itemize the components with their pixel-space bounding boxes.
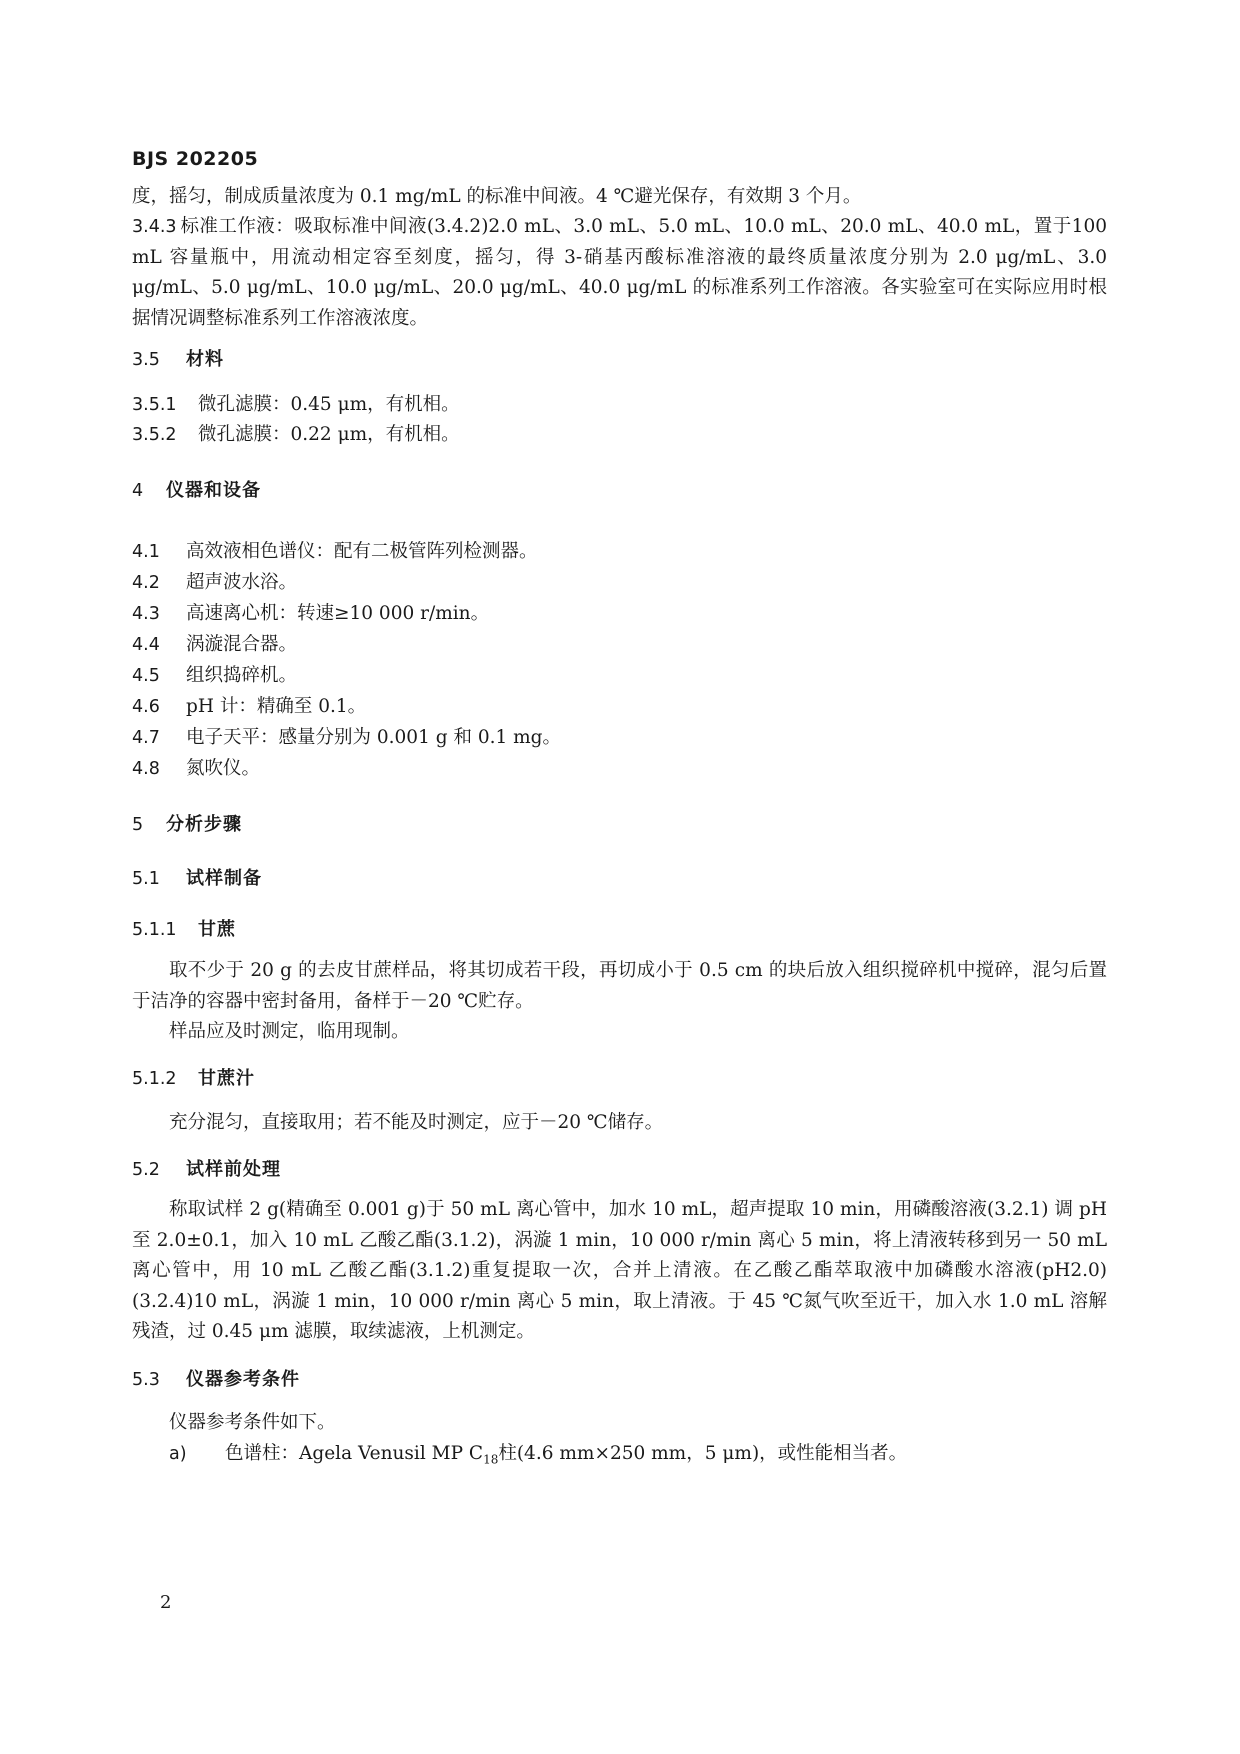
heading-number: 5.1.1	[132, 920, 177, 940]
clause-text: 高速离心机：转速≥10 000 r/min。	[186, 603, 490, 624]
heading-5-1-2	[132, 1062, 1107, 1096]
heading-number: 3.5	[132, 350, 160, 370]
paragraph-5-1-1-note: 样品应及时测定，临用现制。	[169, 1021, 410, 1042]
heading-title: 分析步骤	[166, 814, 242, 835]
clause-4-1	[132, 535, 1107, 569]
clause-3-5-1	[132, 388, 1107, 422]
heading-number: 5.1	[132, 869, 160, 889]
list-item-text-start: 色谱柱：Agela Venusil MP C	[225, 1443, 484, 1464]
page-number: 2	[160, 1592, 172, 1613]
clause-number: 4.5	[132, 666, 160, 686]
clause-text: 超声波水浴。	[186, 572, 298, 593]
heading-title: 试样制备	[186, 868, 262, 889]
clause-number: 4.8	[132, 759, 160, 779]
clause-4-4	[132, 628, 1107, 662]
clause-4-3	[132, 597, 1107, 631]
paragraph-continuation: 度，摇匀，制成质量浓度为 0.1 mg/mL 的标准中间液。4 ℃避光保存，有效期 3 个月。	[132, 186, 862, 207]
clause-text: 标准工作液：吸取标准中间液(3.4.2)2.0 mL、3.0 mL、5.0 mL、10.0 mL、20.0 mL、40.0 mL，置于100 mL 容量瓶中，用流动相定容至刻度，摇匀，得 3-硝基丙酸标准溶液的最终质量浓度分别为 2.0 μg/mL、3.0 μg/mL、5.0 μg/mL、10.0 μg/mL、20.0 μg/mL、40.0 μg/mL 的标准系列工作溶液。各实验室可在实际应用时根据情况调整标准系列工作溶液浓度。	[132, 216, 1107, 329]
heading-5-3	[132, 1363, 1107, 1397]
heading-5-1-1	[132, 913, 1107, 947]
paragraph-5-2: 称取试样 2 g(精确至 0.001 g)于 50 mL 离心管中，加水 10 mL，超声提取 10 min，用磷酸溶液(3.2.1) 调 pH 至 2.0±0.1，加入 10 mL 乙酸乙酯(3.1.2)，涡漩 1 min，10 000 r/min 离心 5 min，将上清液转移到另一 50 mL 离心管中，用 10 mL 乙酸乙酯(3.1.2)重复提取一次，合并上清液。在乙酸乙酯萃取液中加磷酸水溶液(pH2.0)(3.2.4)10 mL，涡漩 1 min，10 000 r/min 离心 5 min，取上清液。于 45 ℃氮气吹至近干，加入水 1.0 mL 溶解残渣，过 0.45 μm 滤膜，取续滤液，上机测定。	[132, 1199, 1107, 1342]
document-code: BJS 202205	[132, 148, 259, 170]
clause-4-8	[132, 752, 1107, 786]
clause-text: 微孔滤膜：0.45 μm，有机相。	[198, 394, 460, 415]
clause-text: 高效液相色谱仪：配有二极管阵列检测器。	[186, 541, 538, 562]
heading-4	[132, 474, 1107, 508]
clause-number: 3.4.3	[132, 217, 177, 237]
paragraph-5-1-2: 充分混匀，直接取用；若不能及时测定，应于－20 ℃储存。	[169, 1112, 664, 1133]
clause-4-6	[132, 690, 1107, 724]
heading-number: 5.3	[132, 1370, 160, 1390]
heading-title: 甘蔗汁	[198, 1068, 255, 1089]
heading-3-5	[132, 343, 1107, 377]
clause-number: 4.1	[132, 542, 160, 562]
heading-title: 甘蔗	[198, 919, 236, 940]
clause-text: 组织捣碎机。	[186, 665, 298, 686]
clause-3-4-3	[132, 212, 1107, 334]
clause-text: pH 计：精确至 0.1。	[186, 696, 367, 717]
clause-text: 微孔滤膜：0.22 μm，有机相。	[198, 424, 460, 445]
heading-title: 材料	[186, 349, 224, 370]
heading-5-1	[132, 862, 1107, 896]
list-marker: a)	[169, 1444, 187, 1464]
heading-number: 4	[132, 481, 144, 501]
heading-5	[132, 808, 1107, 842]
clause-4-7	[132, 721, 1107, 755]
clause-number: 4.6	[132, 697, 160, 717]
subscript-18: 18	[483, 1452, 499, 1467]
heading-5-2	[132, 1153, 1107, 1187]
list-item-text-end: 柱(4.6 mm×250 mm，5 μm)，或性能相当者。	[498, 1443, 908, 1464]
clause-number: 4.7	[132, 728, 160, 748]
clause-number: 3.5.1	[132, 395, 177, 415]
clause-text: 涡漩混合器。	[186, 634, 298, 655]
heading-number: 5	[132, 815, 144, 835]
clause-4-5	[132, 659, 1107, 693]
heading-title: 仪器和设备	[166, 480, 261, 501]
paragraph-5-1-1: 取不少于 20 g 的去皮甘蔗样品，将其切成若干段，再切成小于 0.5 cm 的块后放入组织搅碎机中搅碎，混匀后置于洁净的容器中密封备用，备样于－20 ℃贮存。	[132, 960, 1107, 1012]
clause-number: 3.5.2	[132, 425, 177, 445]
clause-number: 4.3	[132, 604, 160, 624]
clause-number: 4.2	[132, 573, 160, 593]
list-item-a	[169, 1437, 1107, 1477]
clause-3-5-2	[132, 418, 1107, 452]
clause-4-2	[132, 566, 1107, 600]
heading-number: 5.1.2	[132, 1069, 177, 1089]
heading-number: 5.2	[132, 1160, 160, 1180]
clause-text: 氮吹仪。	[186, 758, 261, 779]
clause-number: 4.4	[132, 635, 160, 655]
heading-title: 仪器参考条件	[186, 1369, 300, 1390]
clause-text: 电子天平：感量分别为 0.001 g 和 0.1 mg。	[186, 727, 562, 748]
paragraph-5-3: 仪器参考条件如下。	[169, 1412, 336, 1433]
heading-title: 试样前处理	[186, 1159, 281, 1180]
